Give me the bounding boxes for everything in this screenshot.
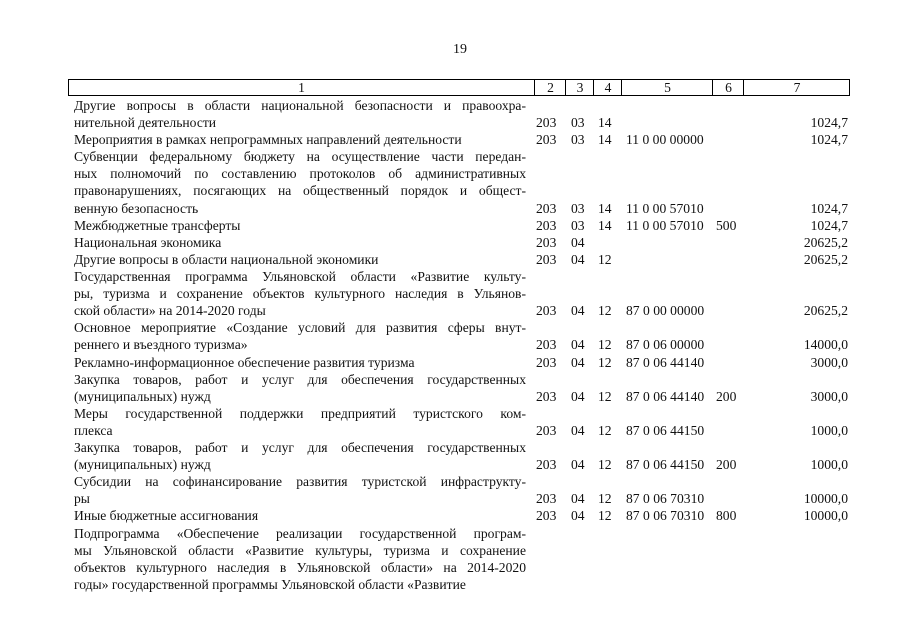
page-number: 19	[453, 42, 467, 57]
row-name-line: Субвенции федеральному бюджету на осуществление части передан-	[74, 149, 526, 165]
cell-c7: 3000,0	[810, 388, 848, 404]
cell-c4: 14	[598, 200, 612, 216]
row-name	[74, 507, 526, 524]
cell-c4: 12	[598, 508, 612, 524]
row-name-line: Подпрограмма «Обеспечение реализации государственной програм-	[74, 525, 526, 541]
row-name-line: Межбюджетные трансферты	[74, 217, 241, 233]
row-name-line: годы» государственной программы Ульяновской области «Развитие	[74, 576, 466, 592]
table-row	[0, 148, 905, 216]
row-name-line: реннего и въездного туризма»	[74, 337, 248, 353]
table-row	[0, 319, 905, 353]
cell-c2: 203	[536, 508, 557, 524]
cell-c3: 03	[571, 132, 585, 148]
table-row	[0, 131, 905, 148]
row-name-line: (муниципальных) нужд	[74, 388, 211, 404]
cell-c4: 12	[598, 491, 612, 507]
row-name-line: Мероприятия в рамках непрограммных направлений деятельности	[74, 132, 462, 148]
row-name	[74, 525, 526, 593]
row-name	[74, 131, 526, 148]
cell-c4: 12	[598, 422, 612, 438]
row-name	[74, 439, 526, 473]
cell-c7: 20625,2	[803, 303, 848, 319]
cell-c3: 04	[571, 234, 585, 250]
cell-c6: 500	[716, 217, 737, 233]
row-name	[74, 268, 526, 319]
header-col-1: 1	[298, 80, 305, 95]
row-name-line: Иные бюджетные ассигнования	[74, 508, 259, 524]
cell-c7: 1000,0	[810, 457, 848, 473]
cell-c7: 1024,7	[810, 115, 848, 131]
row-name-line: ры, туризма и сохранение объектов культурного наследия в Ульянов-	[74, 286, 526, 302]
header-col-2: 2	[534, 80, 566, 95]
table-row	[0, 405, 905, 439]
cell-c3: 04	[571, 422, 585, 438]
table-row	[0, 525, 905, 593]
row-name-line: Меры государственной поддержки предприятий туристского ком-	[74, 405, 526, 421]
row-name	[74, 473, 526, 507]
cell-c4: 12	[598, 354, 612, 370]
cell-c7: 1000,0	[810, 422, 848, 438]
row-name-line: Субсидии на софинансирование развития туристской инфраструкту-	[74, 474, 526, 490]
table-row	[0, 507, 905, 524]
row-name	[74, 234, 526, 251]
cell-c5: 87 0 06 44150	[626, 422, 705, 438]
cell-c5: 87 0 06 44140	[626, 388, 705, 404]
cell-c4: 14	[598, 132, 612, 148]
cell-c3: 04	[571, 457, 585, 473]
row-name	[74, 405, 526, 439]
row-name-line: Национальная экономика	[74, 234, 222, 250]
cell-c5: 11 0 00 57010	[626, 200, 704, 216]
row-name-line: Государственная программа Ульяновской области «Развитие культу-	[74, 269, 526, 284]
row-name-line: (муниципальных) нужд	[74, 457, 211, 473]
cell-c3: 04	[571, 251, 585, 267]
cell-c4: 14	[598, 217, 612, 233]
cell-c5: 87 0 00 00000	[626, 303, 705, 319]
cell-c2: 203	[536, 200, 557, 216]
cell-c3: 04	[571, 388, 585, 404]
table-header	[68, 79, 850, 96]
cell-c7: 14000,0	[803, 337, 848, 353]
cell-c7: 10000,0	[803, 508, 848, 524]
row-name-line: Закупка товаров, работ и услуг для обеспечения государственных	[74, 440, 526, 455]
cell-c3: 04	[571, 303, 585, 319]
cell-c5: 87 0 06 70310	[626, 508, 705, 524]
row-name-line: ры	[74, 491, 90, 507]
cell-c4: 14	[598, 115, 612, 131]
row-name-line: Закупка товаров, работ и услуг для обеспечения государственных	[74, 371, 526, 387]
cell-c4: 12	[598, 251, 612, 267]
header-col-4: 4	[593, 80, 622, 95]
cell-c7: 1024,7	[810, 132, 848, 148]
table-row	[0, 217, 905, 234]
cell-c3: 04	[571, 337, 585, 353]
table-row	[0, 97, 905, 131]
row-name-line: нительной деятельности	[74, 115, 217, 131]
cell-c3: 04	[571, 508, 585, 524]
row-name	[74, 319, 526, 353]
row-name	[74, 97, 526, 131]
cell-c2: 203	[536, 234, 557, 250]
cell-c4: 12	[598, 457, 612, 473]
cell-c2: 203	[536, 337, 557, 353]
header-col-7: 7	[743, 80, 850, 95]
header-col-6: 6	[712, 80, 744, 95]
cell-c7: 20625,2	[803, 234, 848, 250]
cell-c2: 203	[536, 388, 557, 404]
table-row	[0, 439, 905, 473]
table-row	[0, 268, 905, 319]
row-name-line: мы Ульяновской области «Развитие культуры, туризма и сохранение	[74, 542, 526, 558]
cell-c2: 203	[536, 217, 557, 233]
row-name-line: объектов культурного наследия в Ульяновской области» на 2014-2020	[74, 559, 526, 575]
cell-c7: 10000,0	[803, 491, 848, 507]
row-name	[74, 217, 526, 234]
cell-c7: 1024,7	[810, 200, 848, 216]
cell-c5: 87 0 06 44150	[626, 457, 705, 473]
row-name-line: ской области» на 2014-2020 годы	[74, 303, 266, 319]
cell-c5: 11 0 00 57010	[626, 217, 704, 233]
cell-c3: 03	[571, 200, 585, 216]
table-row	[0, 251, 905, 268]
cell-c7: 1024,7	[810, 217, 848, 233]
cell-c6: 800	[716, 508, 737, 524]
cell-c3: 04	[571, 354, 585, 370]
cell-c5: 11 0 00 00000	[626, 132, 704, 148]
cell-c2: 203	[536, 251, 557, 267]
cell-c2: 203	[536, 354, 557, 370]
cell-c2: 203	[536, 303, 557, 319]
cell-c4: 12	[598, 388, 612, 404]
row-name-line: ных полномочий по составлению протоколов об административных	[74, 166, 526, 182]
cell-c2: 203	[536, 422, 557, 438]
row-name-line: венную безопасность	[74, 200, 199, 216]
cell-c2: 203	[536, 115, 557, 131]
row-name	[74, 148, 526, 216]
cell-c6: 200	[716, 388, 737, 404]
row-name-line: Другие вопросы в области национальной экономики	[74, 251, 379, 267]
cell-c2: 203	[536, 457, 557, 473]
table-row	[0, 473, 905, 507]
cell-c7: 20625,2	[803, 251, 848, 267]
cell-c4: 12	[598, 337, 612, 353]
header-col-3: 3	[565, 80, 594, 95]
cell-c7: 3000,0	[810, 354, 848, 370]
table-row	[0, 234, 905, 251]
cell-c5: 87 0 06 44140	[626, 354, 705, 370]
cell-c5: 87 0 06 00000	[626, 337, 705, 353]
cell-c4: 12	[598, 303, 612, 319]
cell-c3: 03	[571, 217, 585, 233]
cell-c3: 03	[571, 115, 585, 131]
row-name	[74, 251, 526, 268]
row-name	[74, 371, 526, 405]
row-name	[74, 354, 526, 371]
table-row	[0, 371, 905, 405]
row-name-line: Другие вопросы в области национальной безопасности и правоохра-	[74, 98, 526, 113]
row-name-line: плекса	[74, 422, 113, 438]
cell-c3: 04	[571, 491, 585, 507]
row-name-line: Основное мероприятие «Создание условий для развития сферы внут-	[74, 320, 526, 336]
header-col-5: 5	[621, 80, 713, 95]
cell-c5: 87 0 06 70310	[626, 491, 705, 507]
cell-c2: 203	[536, 491, 557, 507]
cell-c6: 200	[716, 457, 737, 473]
cell-c2: 203	[536, 132, 557, 148]
row-name-line: Рекламно-информационное обеспечение развития туризма	[74, 354, 415, 370]
row-name-line: правонарушениях, посягающих на общественный порядок и общест-	[74, 183, 526, 199]
table-row	[0, 354, 905, 371]
